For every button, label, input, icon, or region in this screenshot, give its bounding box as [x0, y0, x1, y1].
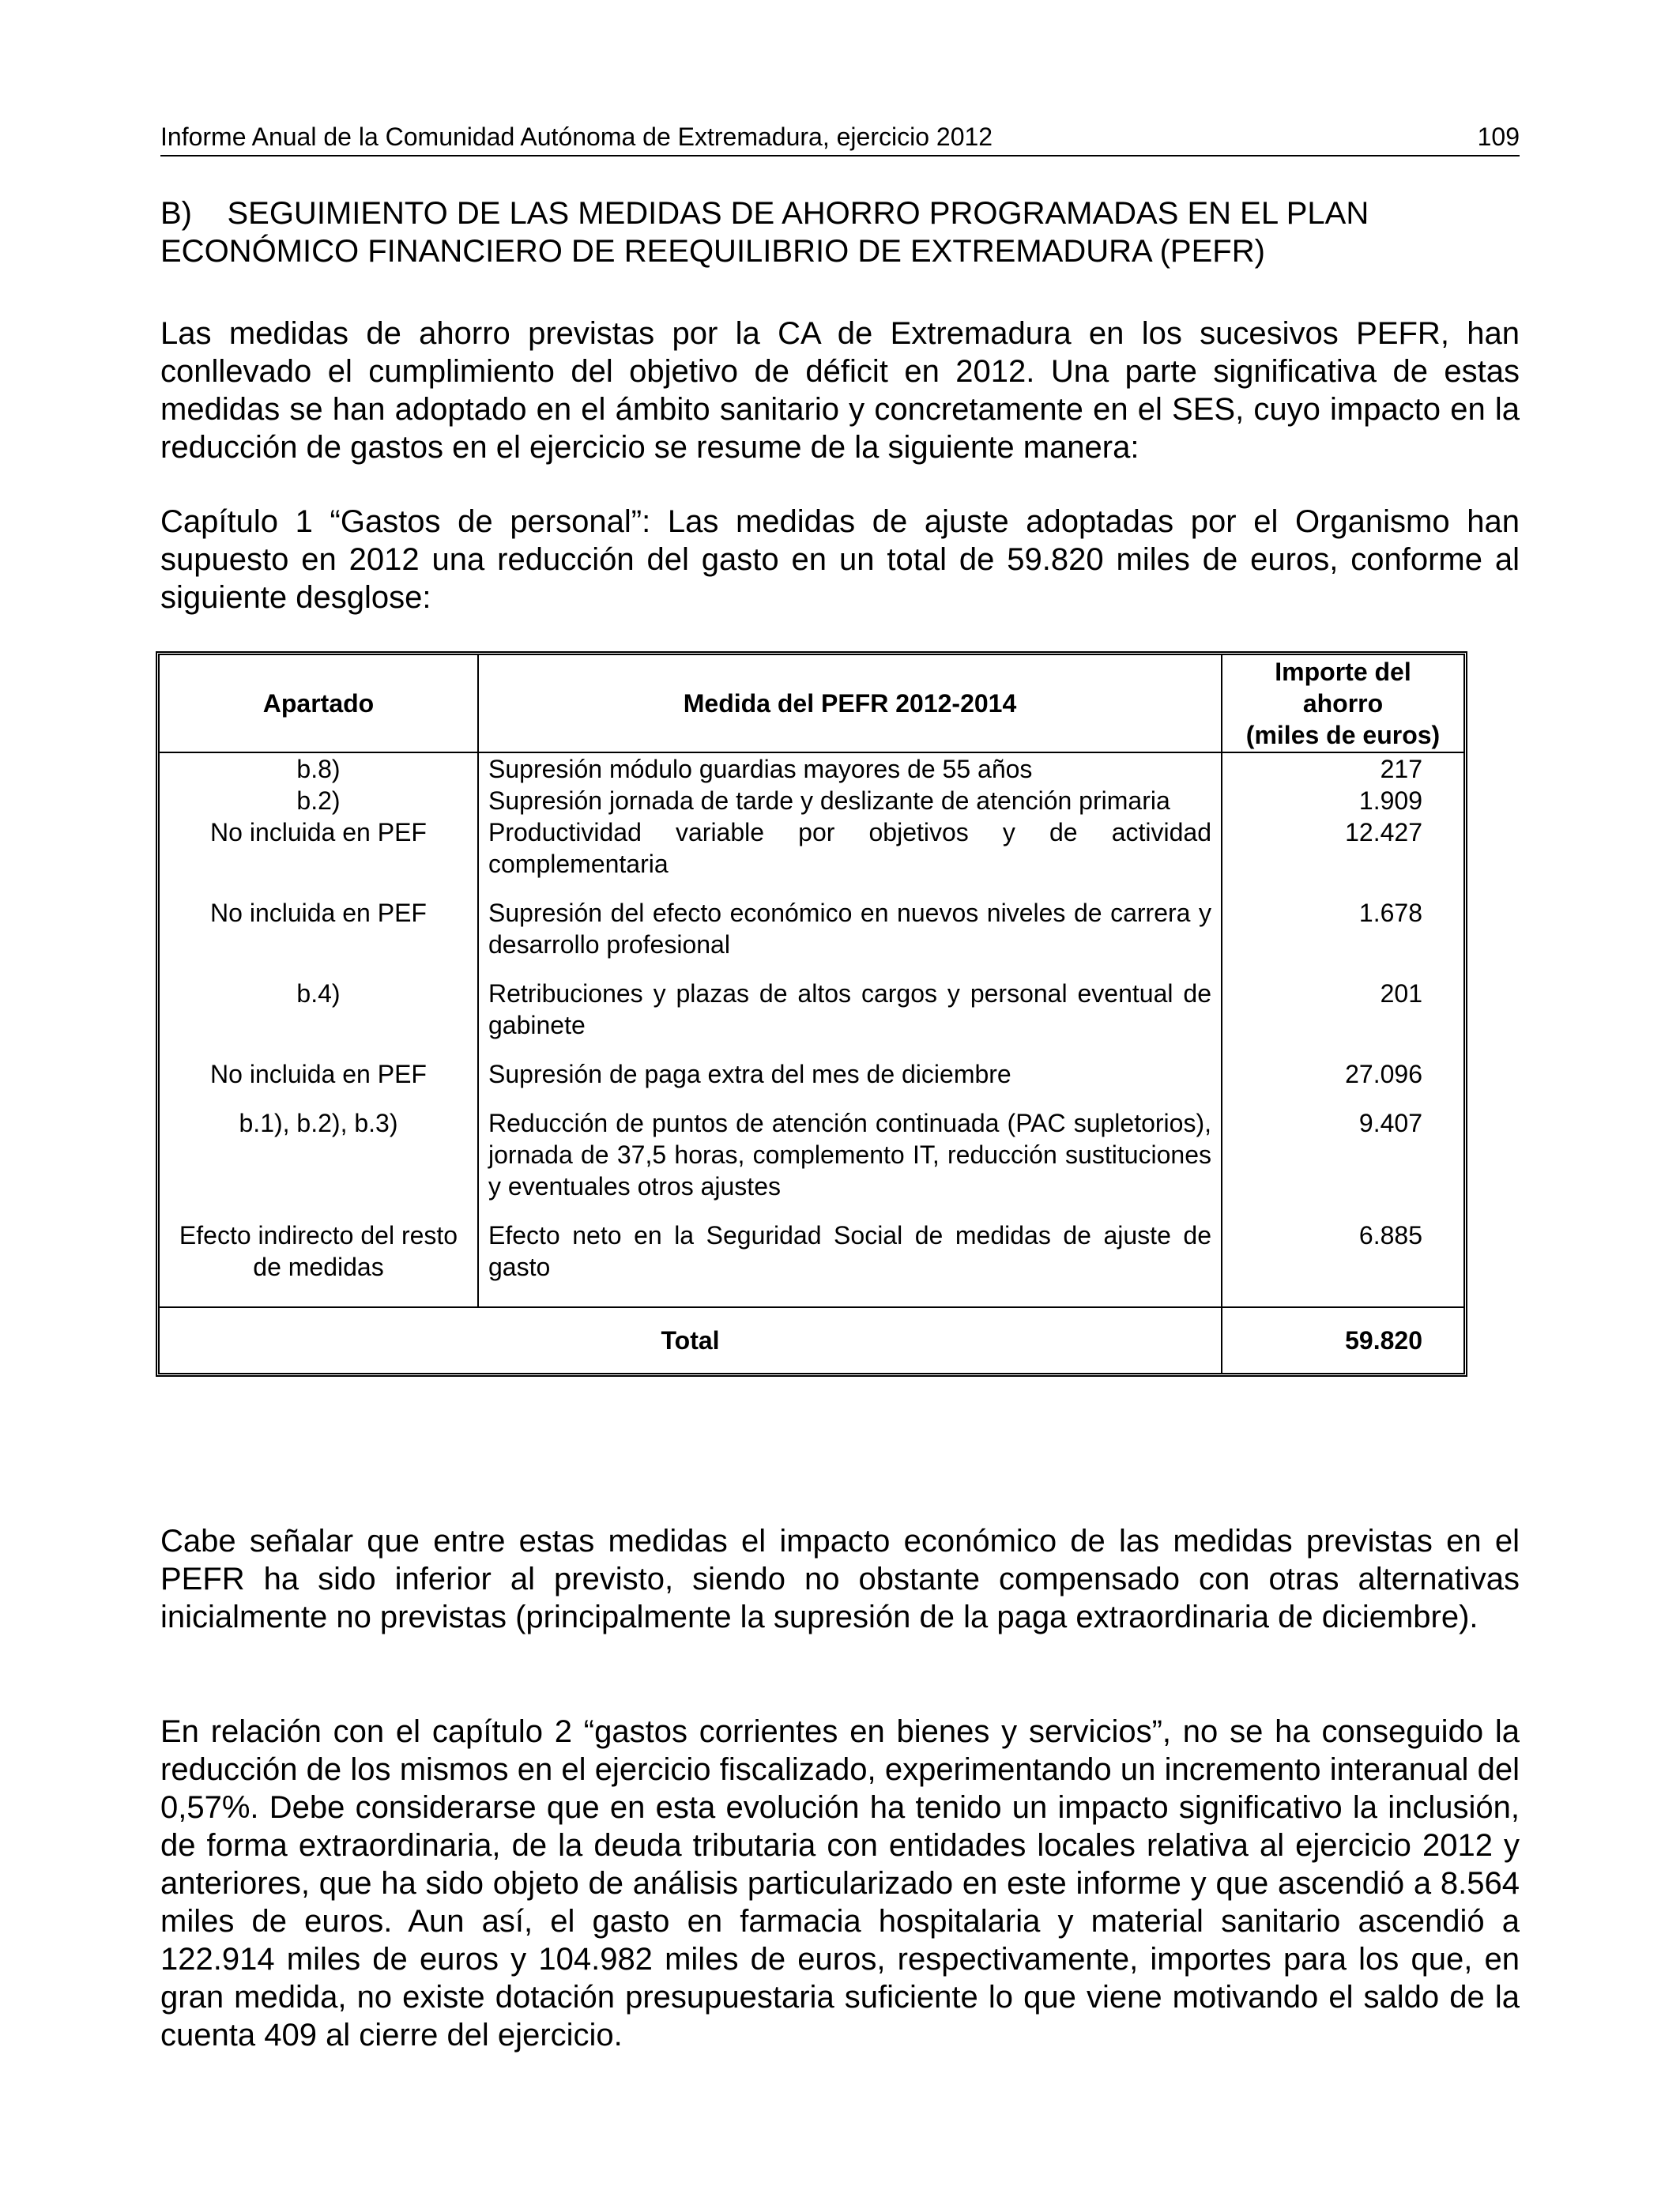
page-number: 109 [1477, 123, 1520, 151]
cell-importe: 12.427 [1345, 818, 1422, 846]
cell-medida: Supresión jornada de tarde y deslizante de atención primaria [479, 785, 1222, 816]
total-value: 59.820 [1222, 1306, 1463, 1373]
page-header [160, 119, 1520, 156]
section-heading [160, 194, 1520, 270]
cell-apartado: b.4) [160, 978, 479, 1058]
cell-apartado: Efecto indirecto del resto de medidas [160, 1220, 479, 1306]
table-total-row [160, 1306, 1463, 1373]
cell-medida: Supresión del efecto económico en nuevos niveles de carrera y desarrollo profesional [479, 897, 1222, 978]
section-heading-line-1: B) SEGUIMIENTO DE LAS MEDIDAS DE AHORRO PROGRAMADAS EN EL PLAN [160, 196, 1369, 231]
table-row [160, 785, 1463, 816]
comparison-paragraph: Cabe señalar que entre estas medidas el impacto económico de las medidas previstas en el PEFR ha sido inferior al previsto, siendo no obstante compensado con otras alternativas inicialmente no previstas (principalmente la supresión de la paga extraordinaria de diciembre). [160, 1524, 1520, 1634]
cell-medida: Reducción de puntos de atención continuada (PAC supletorios), jornada de 37,5 horas, complemento IT, reducción sustituciones y eventuales otros ajustes [479, 1107, 1222, 1220]
header-apartado: Apartado [160, 655, 479, 753]
cell-medida: Efecto neto en la Seguridad Social de medidas de ajuste de gasto [479, 1220, 1222, 1306]
cell-apartado: b.1), b.2), b.3) [160, 1107, 479, 1220]
cell-medida: Retribuciones y plazas de altos cargos y personal eventual de gabinete [479, 978, 1222, 1058]
cell-importe: 6.885 [1358, 1221, 1422, 1250]
report-title: Informe Anual de la Comunidad Autónoma de Extremadura, ejercicio 2012 [160, 123, 993, 151]
table-row [160, 897, 1463, 978]
cell-importe: 201 [1380, 979, 1422, 1008]
table-row [160, 753, 1463, 785]
cell-apartado: No incluida en PEF [160, 1058, 479, 1107]
cell-medida: Supresión módulo guardias mayores de 55 años [479, 753, 1222, 785]
intro-paragraph: Las medidas de ahorro previstas por la CA de Extremadura en los sucesivos PEFR, han conllevado el cumplimiento del objetivo de déficit en 2012. Una parte significativa de estas medidas se han adoptado en el ámbito sanitario y concretamente en el SES, cuyo impacto en la reducción de gastos en el ejercicio se resume de la siguiente manera: [160, 316, 1520, 465]
cell-medida: Supresión de paga extra del mes de diciembre [479, 1058, 1222, 1107]
cell-importe: 9.407 [1358, 1109, 1422, 1137]
savings-table [156, 651, 1467, 1377]
cell-apartado: b.2) [160, 785, 479, 816]
cell-importe: 1.909 [1358, 786, 1422, 815]
cell-apartado: No incluida en PEF [160, 816, 479, 897]
table-row [160, 1220, 1463, 1306]
cell-importe: 27.096 [1345, 1060, 1422, 1088]
cell-importe: 1.678 [1358, 899, 1422, 927]
section-heading-line-2: ECONÓMICO FINANCIERO DE REEQUILIBRIO DE EXTREMADURA (PEFR) [160, 234, 1265, 269]
cell-importe: 217 [1380, 755, 1422, 783]
cell-medida: Productividad variable por objetivos y de actividad complementaria [479, 816, 1222, 897]
header-importe: Importe del ahorro (miles de euros) [1222, 655, 1463, 753]
cell-apartado: b.8) [160, 753, 479, 785]
table-row [160, 978, 1463, 1058]
chapter1-paragraph: Capítulo 1 “Gastos de personal”: Las medidas de ajuste adoptadas por el Organismo han supuesto en 2012 una reducción del gasto en un total de 59.820 miles de euros, conforme al siguiente desglose: [160, 504, 1520, 615]
table-row [160, 816, 1463, 897]
table-row [160, 1107, 1463, 1220]
header-medida: Medida del PEFR 2012-2014 [479, 655, 1222, 753]
total-label: Total [160, 1306, 1222, 1373]
table-header-row [160, 655, 1463, 753]
chapter2-paragraph: En relación con el capítulo 2 “gastos corrientes en bienes y servicios”, no se ha conseguido la reducción de los mismos en el ejercicio fiscalizado, experimentando un incremento interanual del 0,57%. Debe considerarse que en esta evolución ha tenido un impacto significativo la inclusión, de forma extraordinaria, de la deuda tributaria con entidades locales relativa al ejercicio 2012 y anteriores, que ha sido objeto de análisis particularizado en este informe y que ascendió a 8.564 miles de euros. Aun así, el gasto en farmacia hospitalaria y material sanitario ascendió a 122.914 miles de euros y 104.982 miles de euros, respectivamente, importes para los que, en gran medida, no existe dotación presupuestaria suficiente lo que viene motivando el saldo de la cuenta 409 al cierre del ejercicio. [160, 1714, 1520, 2053]
cell-apartado: No incluida en PEF [160, 897, 479, 978]
table-row [160, 1058, 1463, 1107]
